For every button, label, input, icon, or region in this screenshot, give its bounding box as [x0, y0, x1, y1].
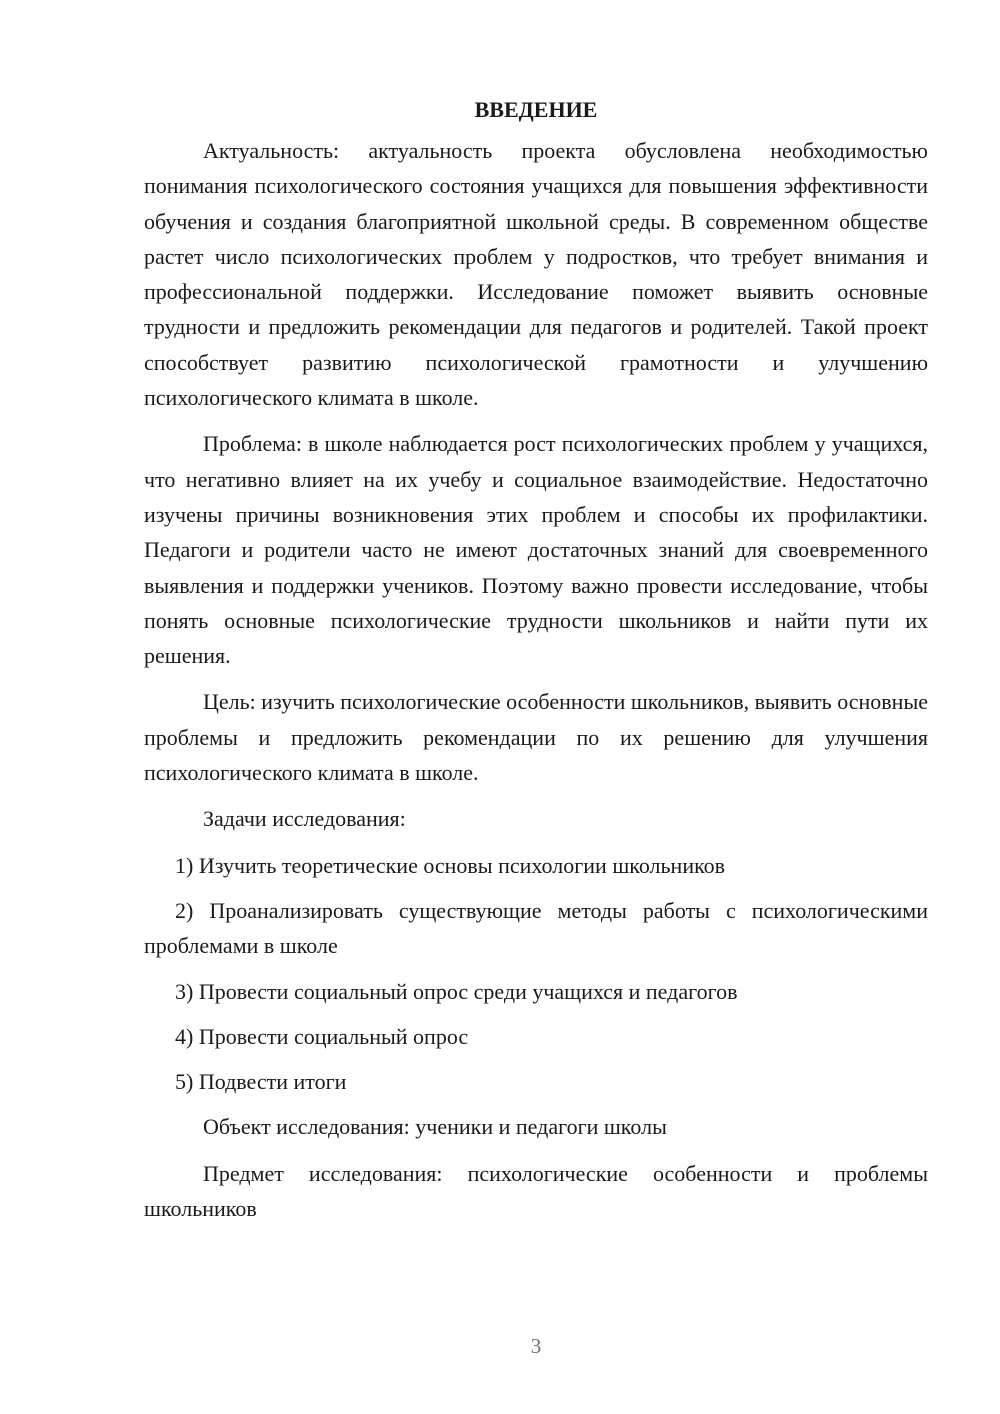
paragraph-object: Объект исследования: ученики и педагоги школы [203, 1114, 667, 1140]
paragraph-goal: Цель: изучить психологические особенности школьников, выявить основные проблемы и предложить рекомендации по их решению для улучшения психологического климата в школе. [144, 689, 928, 786]
document-page [144, 92, 928, 1237]
paragraph-relevance: Актуальность: актуальность проекта обусловлена необходимостью понимания психологического состояния учащихся для повышения эффективности обучения и создания благоприятной школьной среды. В современном обществе растет число психологических проблем у подростков, что требует внимания и профессиональной поддержки. Исследование поможет выявить основные трудности и предложить рекомендации для педагогов и родителей. Такой проект способствует развитию психологической грамотности и улучшению психологического климата в школе. [144, 138, 928, 411]
task-item-1: 1) Изучить теоретические основы психологии школьников [175, 852, 726, 878]
task-item-2: 2) Проанализировать существующие методы работы с психологическими проблемами в школе [144, 897, 928, 959]
page-number: 3 [530, 1334, 542, 1358]
task-item-5: 5) Подвести итоги [175, 1069, 347, 1095]
paragraph-subject: Предмет исследования: психологические особенности и проблемы школьников [144, 1160, 928, 1222]
task-item-4: 4) Провести социальный опрос [175, 1023, 469, 1049]
paragraph-tasks-heading: Задачи исследования: [203, 806, 406, 832]
task-item-3: 3) Провести социальный опрос среди учащихся и педагогов [175, 978, 738, 1004]
paragraph-problem: Проблема: в школе наблюдается рост психологических проблем у учащихся, что негативно влияет на их учебу и социальное взаимодействие. Недостаточно изучены причины возникновения этих проблем и способы их профилактики. Педагоги и родители часто не имеют достаточных знаний для своевременного выявления и поддержки учеников. Поэтому важно провести исследование, чтобы понять основные психологические трудности школьников и найти пути их решения. [144, 431, 928, 669]
section-title: ВВЕДЕНИЕ [474, 97, 598, 122]
